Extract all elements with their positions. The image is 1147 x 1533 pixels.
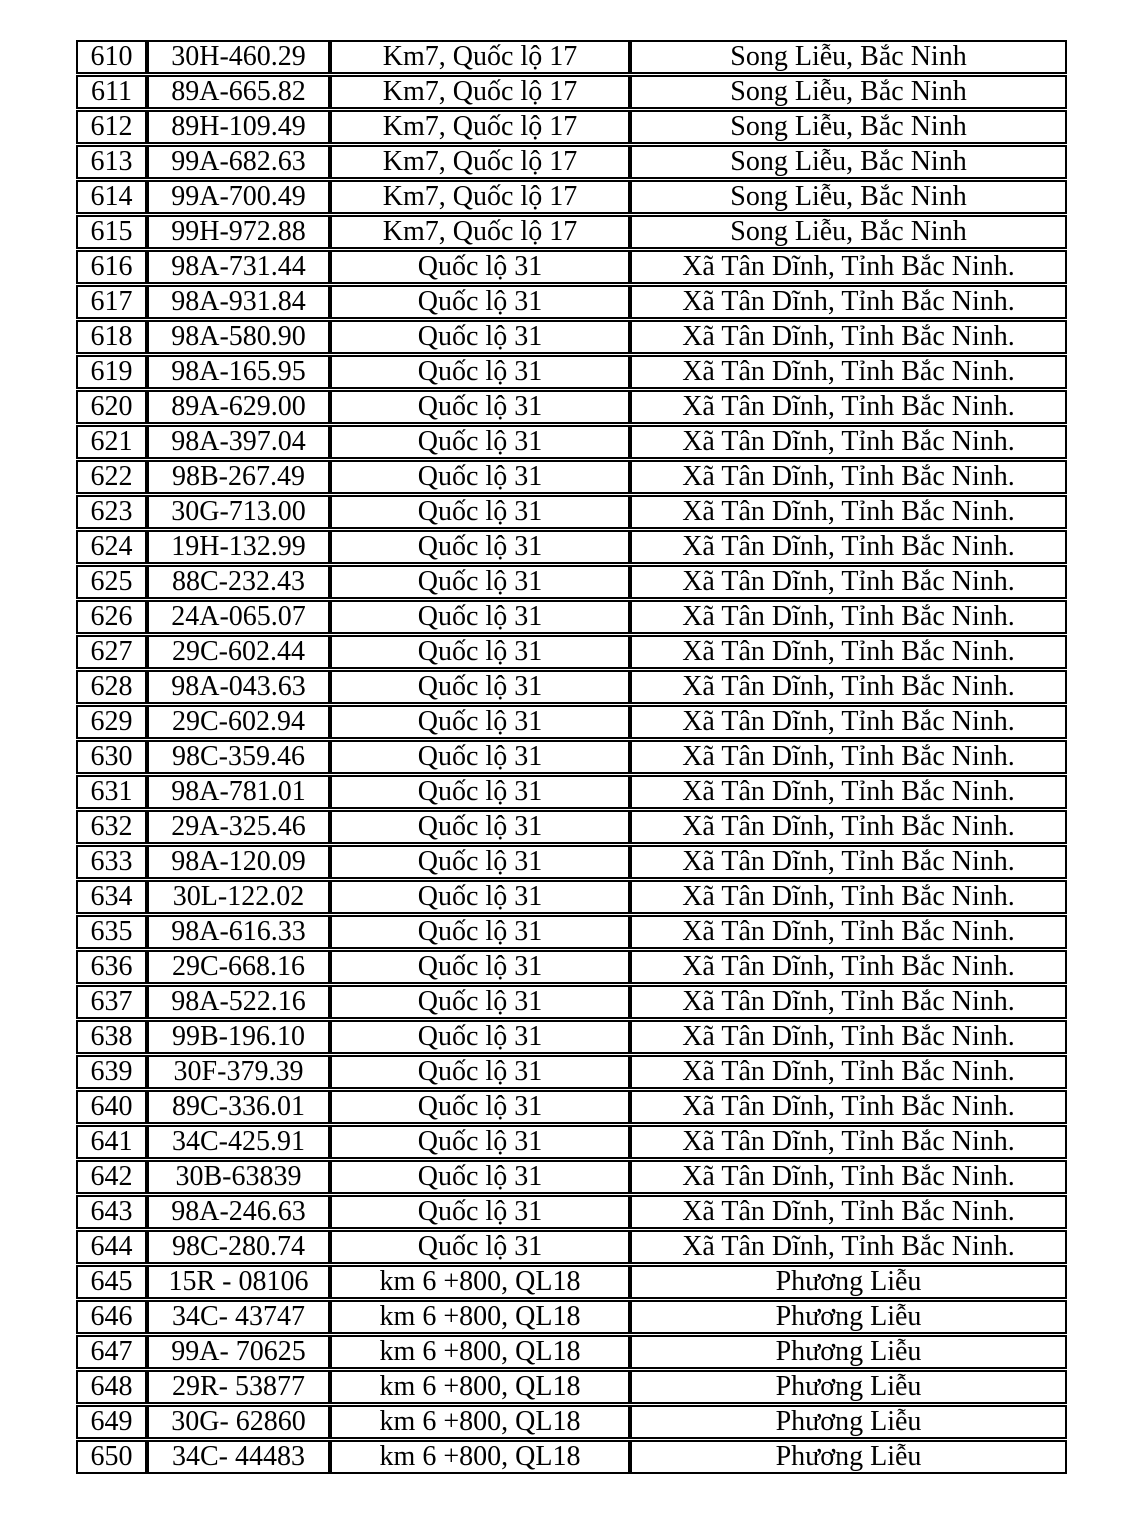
cell-plate: 98A-931.84 [147, 285, 330, 319]
cell-place: Xã Tân Dĩnh, Tỉnh Bắc Ninh. [630, 250, 1067, 284]
cell-index: 640 [76, 1090, 147, 1124]
cell-location: Quốc lộ 31 [330, 1020, 630, 1054]
cell-plate: 99H-972.88 [147, 215, 330, 249]
cell-location: km 6 +800, QL18 [330, 1405, 630, 1439]
cell-index: 633 [76, 845, 147, 879]
cell-plate: 89H-109.49 [147, 110, 330, 144]
cell-index: 635 [76, 915, 147, 949]
cell-plate: 34C- 44483 [147, 1440, 330, 1474]
cell-plate: 30L-122.02 [147, 880, 330, 914]
cell-plate: 30H-460.29 [147, 40, 330, 74]
cell-index: 628 [76, 670, 147, 704]
cell-index: 630 [76, 740, 147, 774]
cell-location: Quốc lộ 31 [330, 530, 630, 564]
cell-plate: 98A-580.90 [147, 320, 330, 354]
cell-location: Quốc lộ 31 [330, 285, 630, 319]
cell-place: Xã Tân Dĩnh, Tỉnh Bắc Ninh. [630, 285, 1067, 319]
cell-location: Quốc lộ 31 [330, 775, 630, 809]
table-row [76, 1090, 1067, 1124]
table-row [76, 425, 1067, 459]
cell-index: 631 [76, 775, 147, 809]
table-row [76, 1230, 1067, 1264]
cell-index: 638 [76, 1020, 147, 1054]
table-row [76, 810, 1067, 844]
cell-place: Xã Tân Dĩnh, Tỉnh Bắc Ninh. [630, 565, 1067, 599]
cell-location: Quốc lộ 31 [330, 390, 630, 424]
cell-index: 629 [76, 705, 147, 739]
table-row [76, 705, 1067, 739]
cell-plate: 99B-196.10 [147, 1020, 330, 1054]
table-row [76, 390, 1067, 424]
cell-plate: 98A-246.63 [147, 1195, 330, 1229]
cell-plate: 29A-325.46 [147, 810, 330, 844]
cell-plate: 29R- 53877 [147, 1370, 330, 1404]
cell-index: 624 [76, 530, 147, 564]
cell-plate: 30G- 62860 [147, 1405, 330, 1439]
table-row [76, 1265, 1067, 1299]
cell-location: Quốc lộ 31 [330, 460, 630, 494]
table-row [76, 670, 1067, 704]
cell-plate: 98C-280.74 [147, 1230, 330, 1264]
cell-index: 646 [76, 1300, 147, 1334]
cell-index: 641 [76, 1125, 147, 1159]
cell-plate: 98A-120.09 [147, 845, 330, 879]
table-row [76, 600, 1067, 634]
cell-index: 618 [76, 320, 147, 354]
cell-plate: 98A-616.33 [147, 915, 330, 949]
cell-index: 620 [76, 390, 147, 424]
cell-location: Km7, Quốc lộ 17 [330, 110, 630, 144]
cell-place: Xã Tân Dĩnh, Tỉnh Bắc Ninh. [630, 460, 1067, 494]
cell-location: km 6 +800, QL18 [330, 1440, 630, 1474]
cell-plate: 98A-781.01 [147, 775, 330, 809]
cell-index: 645 [76, 1265, 147, 1299]
cell-place: Song Liễu, Bắc Ninh [630, 40, 1067, 74]
cell-plate: 19H-132.99 [147, 530, 330, 564]
cell-plate: 30F-379.39 [147, 1055, 330, 1089]
table-row [76, 1125, 1067, 1159]
cell-index: 644 [76, 1230, 147, 1264]
cell-plate: 15R - 08106 [147, 1265, 330, 1299]
cell-place: Xã Tân Dĩnh, Tỉnh Bắc Ninh. [630, 1160, 1067, 1194]
cell-index: 632 [76, 810, 147, 844]
cell-location: Quốc lộ 31 [330, 355, 630, 389]
table-row [76, 215, 1067, 249]
cell-place: Phương Liễu [630, 1335, 1067, 1369]
cell-place: Phương Liễu [630, 1265, 1067, 1299]
cell-location: Quốc lộ 31 [330, 1090, 630, 1124]
table-row [76, 635, 1067, 669]
cell-index: 648 [76, 1370, 147, 1404]
table-row [76, 1440, 1067, 1474]
table-row [76, 1020, 1067, 1054]
table-row [76, 530, 1067, 564]
table-row [76, 950, 1067, 984]
cell-index: 637 [76, 985, 147, 1019]
cell-location: Quốc lộ 31 [330, 915, 630, 949]
cell-place: Xã Tân Dĩnh, Tỉnh Bắc Ninh. [630, 1020, 1067, 1054]
cell-place: Song Liễu, Bắc Ninh [630, 110, 1067, 144]
cell-plate: 89C-336.01 [147, 1090, 330, 1124]
cell-location: Quốc lộ 31 [330, 705, 630, 739]
cell-location: Km7, Quốc lộ 17 [330, 180, 630, 214]
table-row [76, 320, 1067, 354]
cell-place: Xã Tân Dĩnh, Tỉnh Bắc Ninh. [630, 600, 1067, 634]
cell-place: Xã Tân Dĩnh, Tỉnh Bắc Ninh. [630, 355, 1067, 389]
cell-plate: 29C-602.94 [147, 705, 330, 739]
cell-index: 639 [76, 1055, 147, 1089]
cell-plate: 98B-267.49 [147, 460, 330, 494]
cell-location: Quốc lộ 31 [330, 250, 630, 284]
cell-index: 615 [76, 215, 147, 249]
table-row [76, 775, 1067, 809]
table-row [76, 915, 1067, 949]
cell-place: Xã Tân Dĩnh, Tỉnh Bắc Ninh. [630, 950, 1067, 984]
table-row [76, 250, 1067, 284]
table-row [76, 355, 1067, 389]
cell-place: Xã Tân Dĩnh, Tỉnh Bắc Ninh. [630, 1090, 1067, 1124]
cell-index: 613 [76, 145, 147, 179]
table-row [76, 1195, 1067, 1229]
cell-index: 617 [76, 285, 147, 319]
cell-place: Xã Tân Dĩnh, Tỉnh Bắc Ninh. [630, 880, 1067, 914]
cell-place: Phương Liễu [630, 1370, 1067, 1404]
cell-index: 616 [76, 250, 147, 284]
cell-index: 619 [76, 355, 147, 389]
cell-index: 623 [76, 495, 147, 529]
cell-plate: 34C-425.91 [147, 1125, 330, 1159]
cell-index: 610 [76, 40, 147, 74]
cell-location: Quốc lộ 31 [330, 1055, 630, 1089]
cell-location: Quốc lộ 31 [330, 1230, 630, 1264]
cell-place: Xã Tân Dĩnh, Tỉnh Bắc Ninh. [630, 1055, 1067, 1089]
table-row [76, 285, 1067, 319]
cell-place: Xã Tân Dĩnh, Tỉnh Bắc Ninh. [630, 1230, 1067, 1264]
table-row [76, 1300, 1067, 1334]
cell-index: 625 [76, 565, 147, 599]
table-row [76, 110, 1067, 144]
cell-place: Xã Tân Dĩnh, Tỉnh Bắc Ninh. [630, 390, 1067, 424]
cell-location: km 6 +800, QL18 [330, 1300, 630, 1334]
cell-place: Phương Liễu [630, 1405, 1067, 1439]
cell-place: Xã Tân Dĩnh, Tỉnh Bắc Ninh. [630, 320, 1067, 354]
cell-plate: 98A-397.04 [147, 425, 330, 459]
table-row [76, 880, 1067, 914]
table-row [76, 1370, 1067, 1404]
cell-place: Song Liễu, Bắc Ninh [630, 215, 1067, 249]
table-row [76, 1160, 1067, 1194]
table-row [76, 1335, 1067, 1369]
table-row [76, 145, 1067, 179]
cell-location: km 6 +800, QL18 [330, 1265, 630, 1299]
cell-location: Quốc lộ 31 [330, 565, 630, 599]
cell-place: Song Liễu, Bắc Ninh [630, 180, 1067, 214]
table-row [76, 75, 1067, 109]
cell-plate: 29C-668.16 [147, 950, 330, 984]
table-row [76, 460, 1067, 494]
table-row [76, 740, 1067, 774]
cell-plate: 98A-043.63 [147, 670, 330, 704]
cell-location: Quốc lộ 31 [330, 425, 630, 459]
cell-location: Km7, Quốc lộ 17 [330, 145, 630, 179]
cell-plate: 99A-700.49 [147, 180, 330, 214]
cell-location: Quốc lộ 31 [330, 670, 630, 704]
cell-plate: 30G-713.00 [147, 495, 330, 529]
cell-place: Xã Tân Dĩnh, Tỉnh Bắc Ninh. [630, 1125, 1067, 1159]
cell-plate: 98A-731.44 [147, 250, 330, 284]
cell-plate: 89A-665.82 [147, 75, 330, 109]
cell-location: Quốc lộ 31 [330, 495, 630, 529]
cell-place: Xã Tân Dĩnh, Tỉnh Bắc Ninh. [630, 425, 1067, 459]
cell-location: Quốc lộ 31 [330, 635, 630, 669]
cell-index: 642 [76, 1160, 147, 1194]
cell-plate: 30B-63839 [147, 1160, 330, 1194]
cell-location: Quốc lộ 31 [330, 1195, 630, 1229]
cell-location: Km7, Quốc lộ 17 [330, 215, 630, 249]
cell-plate: 34C- 43747 [147, 1300, 330, 1334]
cell-location: Quốc lộ 31 [330, 950, 630, 984]
cell-index: 650 [76, 1440, 147, 1474]
cell-location: Km7, Quốc lộ 17 [330, 75, 630, 109]
cell-index: 612 [76, 110, 147, 144]
cell-location: Quốc lộ 31 [330, 810, 630, 844]
cell-place: Song Liễu, Bắc Ninh [630, 75, 1067, 109]
cell-plate: 29C-602.44 [147, 635, 330, 669]
table-row [76, 40, 1067, 74]
cell-place: Xã Tân Dĩnh, Tỉnh Bắc Ninh. [630, 635, 1067, 669]
cell-index: 643 [76, 1195, 147, 1229]
cell-index: 636 [76, 950, 147, 984]
cell-location: Quốc lộ 31 [330, 1160, 630, 1194]
cell-index: 622 [76, 460, 147, 494]
cell-place: Phương Liễu [630, 1300, 1067, 1334]
cell-location: km 6 +800, QL18 [330, 1370, 630, 1404]
cell-index: 647 [76, 1335, 147, 1369]
cell-location: Quốc lộ 31 [330, 320, 630, 354]
table-row [76, 565, 1067, 599]
cell-plate: 24A-065.07 [147, 600, 330, 634]
vehicle-plate-table [76, 39, 1067, 1475]
cell-location: Quốc lộ 31 [330, 600, 630, 634]
plate-table-body [76, 40, 1067, 1474]
cell-location: Quốc lộ 31 [330, 845, 630, 879]
table-row [76, 495, 1067, 529]
cell-location: km 6 +800, QL18 [330, 1335, 630, 1369]
cell-place: Xã Tân Dĩnh, Tỉnh Bắc Ninh. [630, 670, 1067, 704]
cell-plate: 98C-359.46 [147, 740, 330, 774]
cell-place: Xã Tân Dĩnh, Tỉnh Bắc Ninh. [630, 740, 1067, 774]
cell-index: 626 [76, 600, 147, 634]
cell-index: 627 [76, 635, 147, 669]
table-row [76, 180, 1067, 214]
cell-place: Xã Tân Dĩnh, Tỉnh Bắc Ninh. [630, 985, 1067, 1019]
cell-place: Xã Tân Dĩnh, Tỉnh Bắc Ninh. [630, 705, 1067, 739]
cell-place: Phương Liễu [630, 1440, 1067, 1474]
table-row [76, 985, 1067, 1019]
cell-place: Xã Tân Dĩnh, Tỉnh Bắc Ninh. [630, 495, 1067, 529]
cell-place: Xã Tân Dĩnh, Tỉnh Bắc Ninh. [630, 810, 1067, 844]
cell-place: Xã Tân Dĩnh, Tỉnh Bắc Ninh. [630, 915, 1067, 949]
cell-place: Xã Tân Dĩnh, Tỉnh Bắc Ninh. [630, 530, 1067, 564]
cell-location: Quốc lộ 31 [330, 880, 630, 914]
cell-place: Xã Tân Dĩnh, Tỉnh Bắc Ninh. [630, 845, 1067, 879]
cell-index: 611 [76, 75, 147, 109]
table-row [76, 845, 1067, 879]
cell-plate: 88C-232.43 [147, 565, 330, 599]
cell-place: Xã Tân Dĩnh, Tỉnh Bắc Ninh. [630, 1195, 1067, 1229]
cell-location: Km7, Quốc lộ 17 [330, 40, 630, 74]
cell-location: Quốc lộ 31 [330, 1125, 630, 1159]
cell-index: 649 [76, 1405, 147, 1439]
cell-plate: 98A-522.16 [147, 985, 330, 1019]
cell-plate: 89A-629.00 [147, 390, 330, 424]
cell-location: Quốc lộ 31 [330, 740, 630, 774]
cell-index: 621 [76, 425, 147, 459]
cell-index: 614 [76, 180, 147, 214]
cell-location: Quốc lộ 31 [330, 985, 630, 1019]
cell-plate: 98A-165.95 [147, 355, 330, 389]
cell-place: Xã Tân Dĩnh, Tỉnh Bắc Ninh. [630, 775, 1067, 809]
table-row [76, 1405, 1067, 1439]
cell-plate: 99A-682.63 [147, 145, 330, 179]
table-row [76, 1055, 1067, 1089]
cell-index: 634 [76, 880, 147, 914]
cell-place: Song Liễu, Bắc Ninh [630, 145, 1067, 179]
cell-plate: 99A- 70625 [147, 1335, 330, 1369]
